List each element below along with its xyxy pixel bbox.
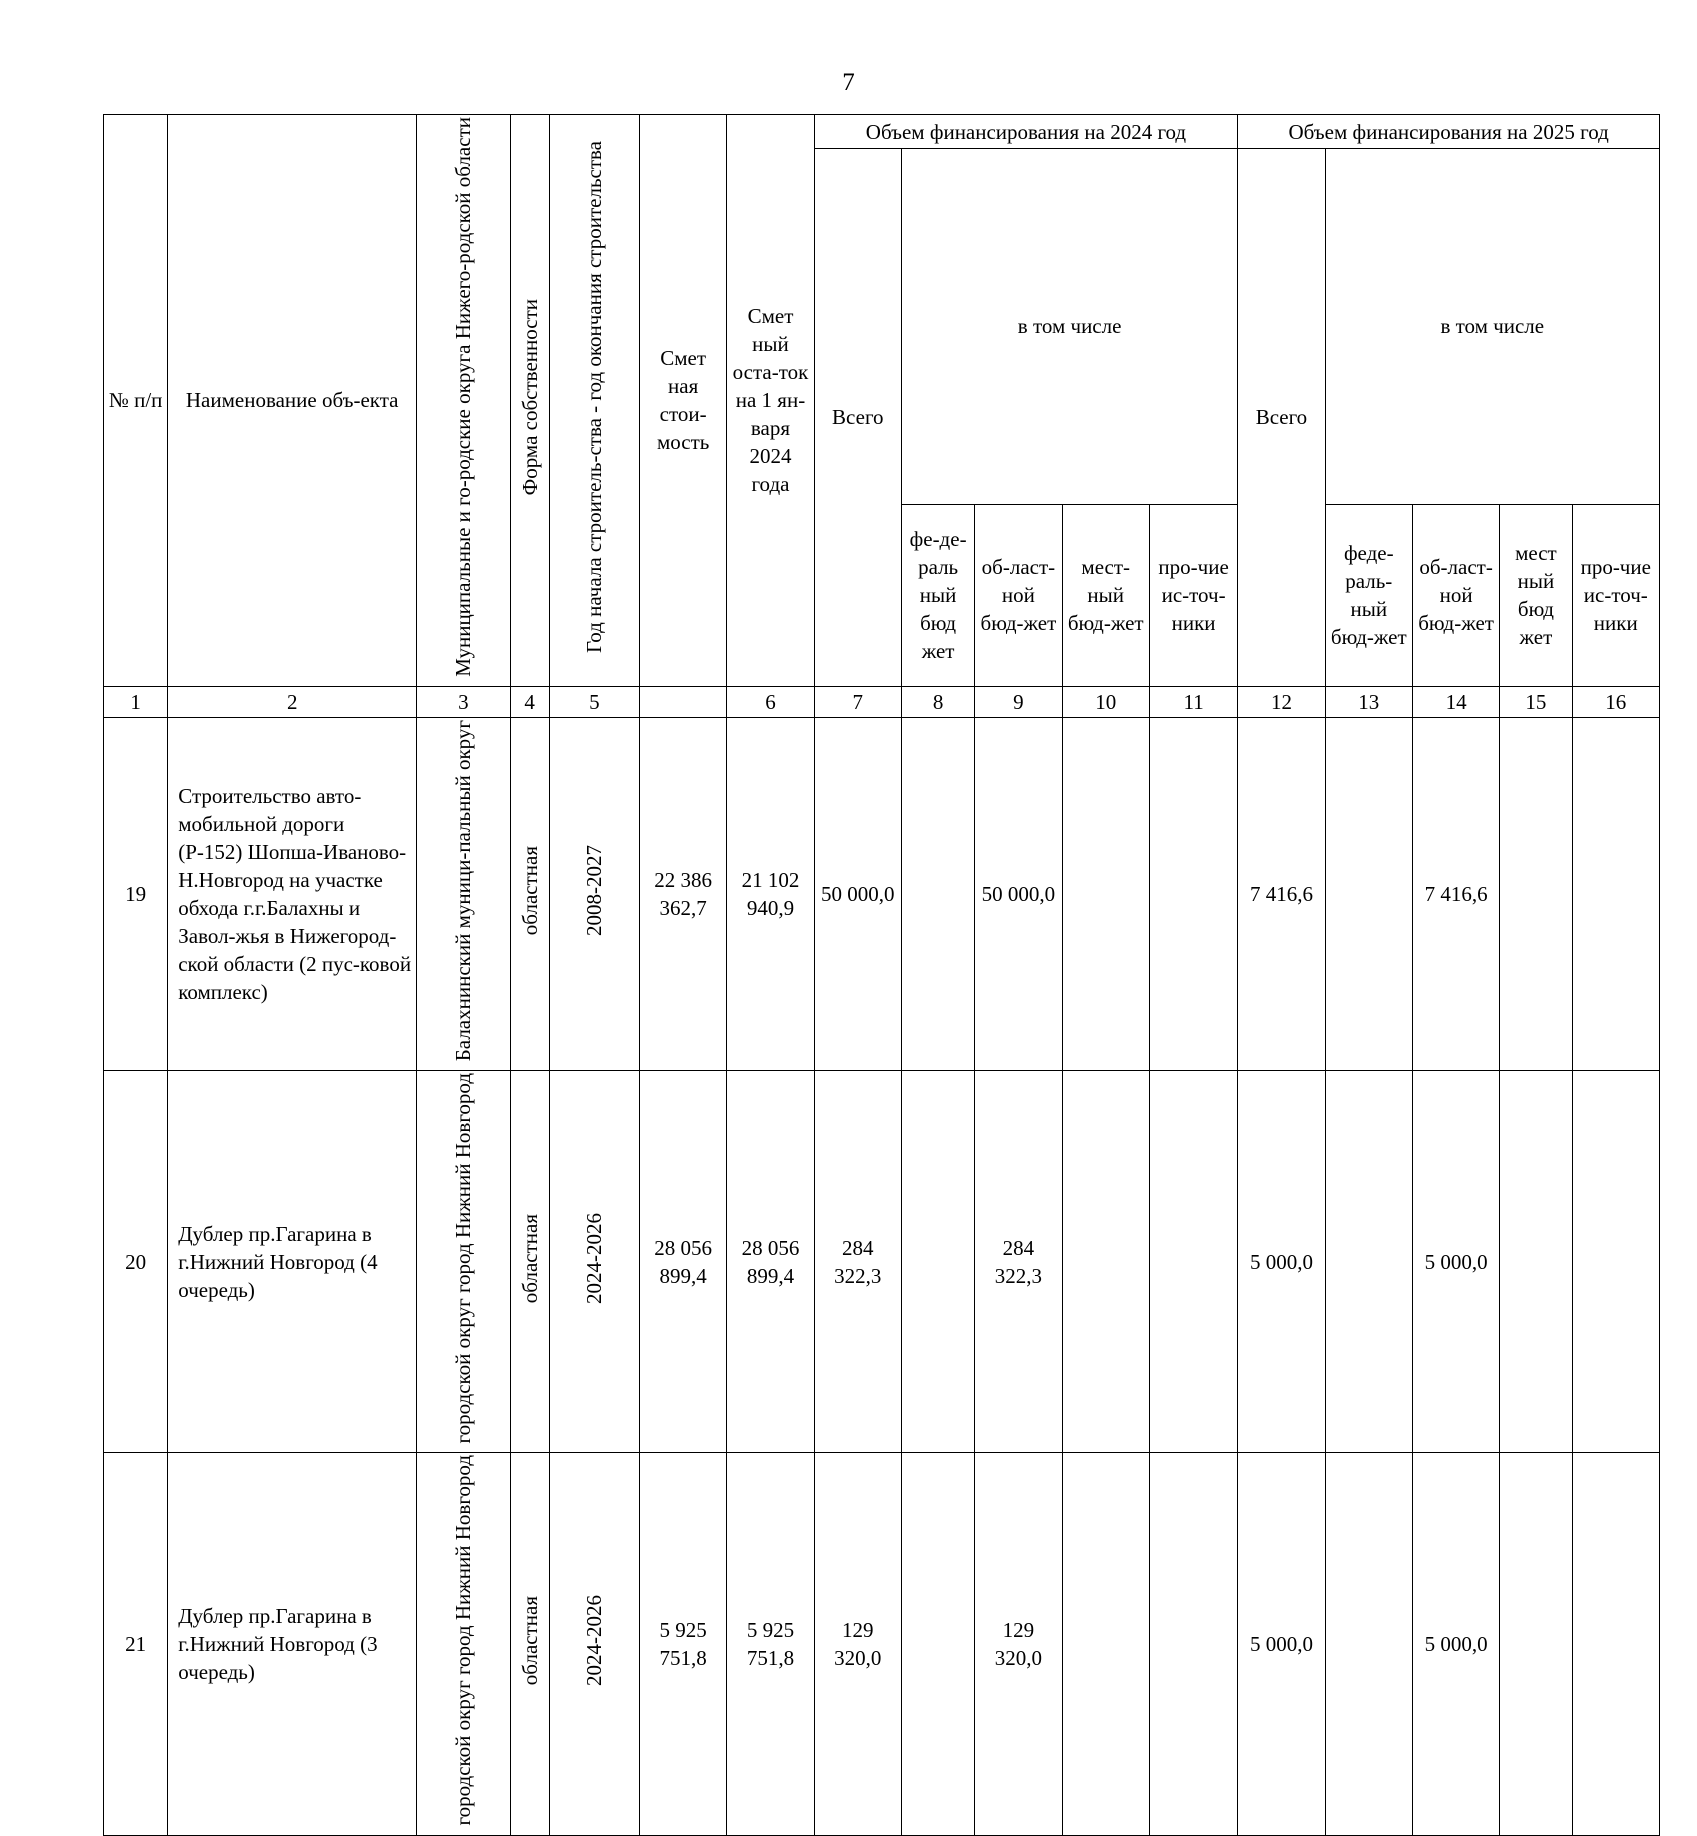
row-years [549,1453,639,1835]
row-years [549,717,639,1070]
row-name: Дублер пр.Гагарина в г.Нижний Новгород (4 очередь) [168,1070,417,1452]
row-ownership [510,1453,549,1835]
row-total-2024: 129 320,0 [814,1453,901,1835]
header-remaining-cost: Смет ный оста-ток на 1 ян-варя 2024 года [727,115,814,687]
row-num: 19 [104,717,168,1070]
row-total-2024: 50 000,0 [814,717,901,1070]
header-other-2024: про-чие ис-точ-ники [1149,504,1237,686]
header-funding-2025: Объем финансирования на 2025 год [1238,115,1660,149]
row-estimated-cost: 22 386 362,7 [639,717,726,1070]
row-other-2025 [1572,717,1659,1070]
row-local-2025 [1500,717,1572,1070]
row-total-2024: 284 322,3 [814,1070,901,1452]
row-ownership-label: областная [517,1596,542,1686]
header-years [549,115,639,687]
header-municipality-label: Муниципальные и го-родские округа Нижего-родской области [451,117,476,677]
row-estimated-cost: 28 056 899,4 [639,1070,726,1452]
header-total-2024: Всего [814,149,901,687]
column-number: 9 [975,686,1062,717]
row-regional-2024: 284 322,3 [975,1070,1062,1452]
row-municipality [417,1453,510,1835]
table-row [104,1453,1660,1835]
header-local-2024: мест-ный бюд-жет [1062,504,1149,686]
row-regional-2024: 129 320,0 [975,1453,1062,1835]
row-municipality-label: Балахнинский муници-пальный округ [451,719,476,1061]
row-years-label: 2008-2027 [582,844,607,936]
table-row [104,717,1660,1070]
row-local-2024 [1062,1070,1149,1452]
row-municipality-label: городской округ город Нижний Новгород [451,1072,476,1444]
row-federal-2024 [901,717,974,1070]
header-name: Наименование объ-екта [168,115,417,687]
row-other-2025 [1572,1453,1659,1835]
header-num: № п/п [104,115,168,687]
row-total-2025: 7 416,6 [1238,717,1325,1070]
row-federal-2025 [1325,1070,1412,1452]
column-number: 8 [901,686,974,717]
row-ownership-label: областная [517,1213,542,1303]
row-federal-2025 [1325,1453,1412,1835]
header-regional-2024: об-ласт-ной бюд-жет [975,504,1062,686]
header-regional-2025: об-ласт-ной бюд-жет [1412,504,1499,686]
row-other-2024 [1149,717,1237,1070]
column-number: 13 [1325,686,1412,717]
column-number: 5 [549,686,639,717]
row-total-2025: 5 000,0 [1238,1070,1325,1452]
column-number: 4 [510,686,549,717]
header-including-2024: в том числе [901,149,1237,505]
row-local-2025 [1500,1070,1572,1452]
row-municipality [417,1070,510,1452]
row-other-2025 [1572,1070,1659,1452]
header-including-2025: в том числе [1325,149,1659,505]
column-number: 6 [727,686,814,717]
header-years-label: Год начала строитель-ства - год окончания строительства [582,140,607,653]
header-municipality [417,115,510,687]
row-regional-2025: 5 000,0 [1412,1453,1499,1835]
row-other-2024 [1149,1453,1237,1835]
row-remaining-cost: 5 925 751,8 [727,1453,814,1835]
row-remaining-cost: 21 102 940,9 [727,717,814,1070]
column-number [639,686,726,717]
column-number: 16 [1572,686,1659,717]
column-number: 14 [1412,686,1499,717]
header-total-2025: Всего [1238,149,1325,687]
row-municipality-label: городской округ город Нижний Новгород [451,1455,476,1826]
row-num: 21 [104,1453,168,1835]
column-number: 1 [104,686,168,717]
column-number: 10 [1062,686,1149,717]
header-row-1 [104,115,1660,149]
financing-table [103,114,1660,1836]
row-remaining-cost: 28 056 899,4 [727,1070,814,1452]
header-other-2025: про-чие ис-точ-ники [1572,504,1659,686]
header-estimated-cost: Смет ная стои-мость [639,115,726,687]
row-other-2024 [1149,1070,1237,1452]
row-local-2025 [1500,1453,1572,1835]
row-estimated-cost: 5 925 751,8 [639,1453,726,1835]
column-number: 3 [417,686,510,717]
row-name: Дублер пр.Гагарина в г.Нижний Новгород (3 очередь) [168,1453,417,1835]
column-number: 12 [1238,686,1325,717]
column-number: 2 [168,686,417,717]
header-local-2025: мест ный бюд жет [1500,504,1572,686]
row-num: 20 [104,1070,168,1452]
column-number-row [104,686,1660,717]
header-federal-2025: феде-раль-ный бюд-жет [1325,504,1412,686]
row-ownership [510,717,549,1070]
table-row [104,1070,1660,1452]
row-years [549,1070,639,1452]
row-ownership [510,1070,549,1452]
row-local-2024 [1062,717,1149,1070]
row-federal-2024 [901,1070,974,1452]
row-ownership-label: областная [517,845,542,935]
row-municipality [417,717,510,1070]
row-total-2025: 5 000,0 [1238,1453,1325,1835]
row-name: Строительство авто-мобильной дороги (Р-152) Шопша-Иваново-Н.Новгород на участке обхода г.г.Балахны и Завол-жья в Нижегород-ской области (2 пус-ковой комплекс) [168,717,417,1070]
row-regional-2025: 7 416,6 [1412,717,1499,1070]
row-federal-2024 [901,1453,974,1835]
row-years-label: 2024-2026 [582,1595,607,1687]
row-regional-2024: 50 000,0 [975,717,1062,1070]
column-number: 7 [814,686,901,717]
row-local-2024 [1062,1453,1149,1835]
header-funding-2024: Объем финансирования на 2024 год [814,115,1238,149]
header-ownership-label: Форма собственности [517,298,542,496]
column-number: 15 [1500,686,1572,717]
column-number: 11 [1149,686,1237,717]
row-years-label: 2024-2026 [582,1212,607,1304]
row-regional-2025: 5 000,0 [1412,1070,1499,1452]
header-ownership [510,115,549,687]
header-federal-2024: фе-де-раль ный бюд жет [901,504,974,686]
row-federal-2025 [1325,717,1412,1070]
page-number: 7 [842,69,855,96]
